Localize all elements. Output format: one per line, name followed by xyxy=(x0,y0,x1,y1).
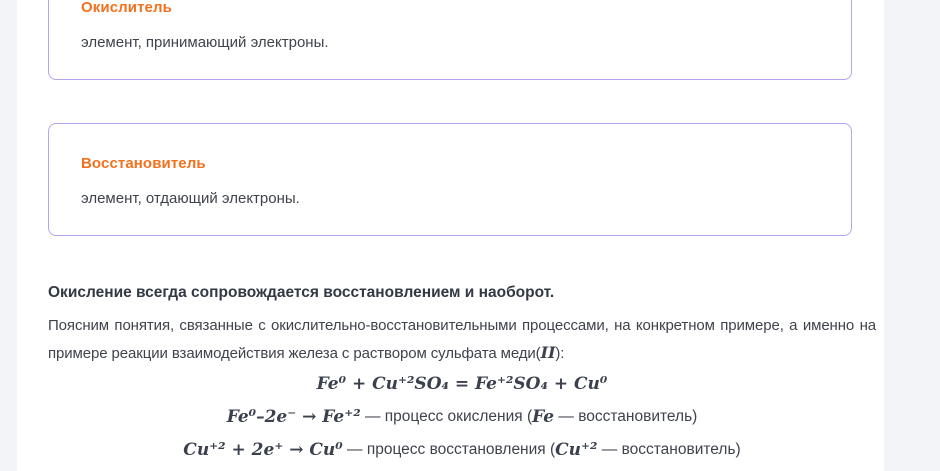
reduction-half-reaction xyxy=(48,433,876,466)
formula-caption: — восстановитель) xyxy=(554,407,698,425)
paragraph-text-before: Поясним понятия, связанные с окислительно-восстановительными процессами, на конкретном примере, а именно на примере реакции взаимодействия железа с раствором сульфата меди( xyxy=(48,317,876,362)
formula-caption: — процесс восстановления ( xyxy=(342,440,556,458)
math-expression: Fe xyxy=(532,406,555,427)
formula-caption: — процесс окисления ( xyxy=(360,407,533,425)
page-margin-left xyxy=(0,0,17,471)
lesson-content xyxy=(17,0,884,471)
math-expression: Cu⁺² + 2e⁺ → Cu⁰ xyxy=(183,439,343,460)
math-expression: Cu⁺² xyxy=(555,439,598,460)
page-margin-right xyxy=(884,0,940,471)
content-column xyxy=(48,0,876,466)
key-statement: Окисление всегда сопровождается восстановлением и наоборот. xyxy=(48,284,555,301)
card-title-oxidizer: Окислитель xyxy=(81,0,172,16)
card-title-reducer: Восстановитель xyxy=(81,155,206,172)
card-body-reducer: элемент, отдающий электроны. xyxy=(81,190,300,207)
math-expression: Fe⁰ + Cu⁺²SO₄ = Fe⁺²SO₄ + Cu⁰ xyxy=(316,373,608,394)
definition-card-reducer xyxy=(48,123,852,236)
formula-caption: — восстановитель) xyxy=(597,440,741,458)
math-expression: Fe⁰–2e⁻ → Fe⁺² xyxy=(226,406,361,427)
oxidation-half-reaction xyxy=(48,400,876,433)
definition-card-oxidizer xyxy=(48,0,852,80)
reaction-equation xyxy=(48,367,876,400)
paragraph-text-after: ): xyxy=(555,345,565,362)
math-roman-numeral: II xyxy=(540,343,556,362)
intro-paragraph xyxy=(48,312,876,367)
card-body-oxidizer: элемент, принимающий электроны. xyxy=(81,34,329,51)
